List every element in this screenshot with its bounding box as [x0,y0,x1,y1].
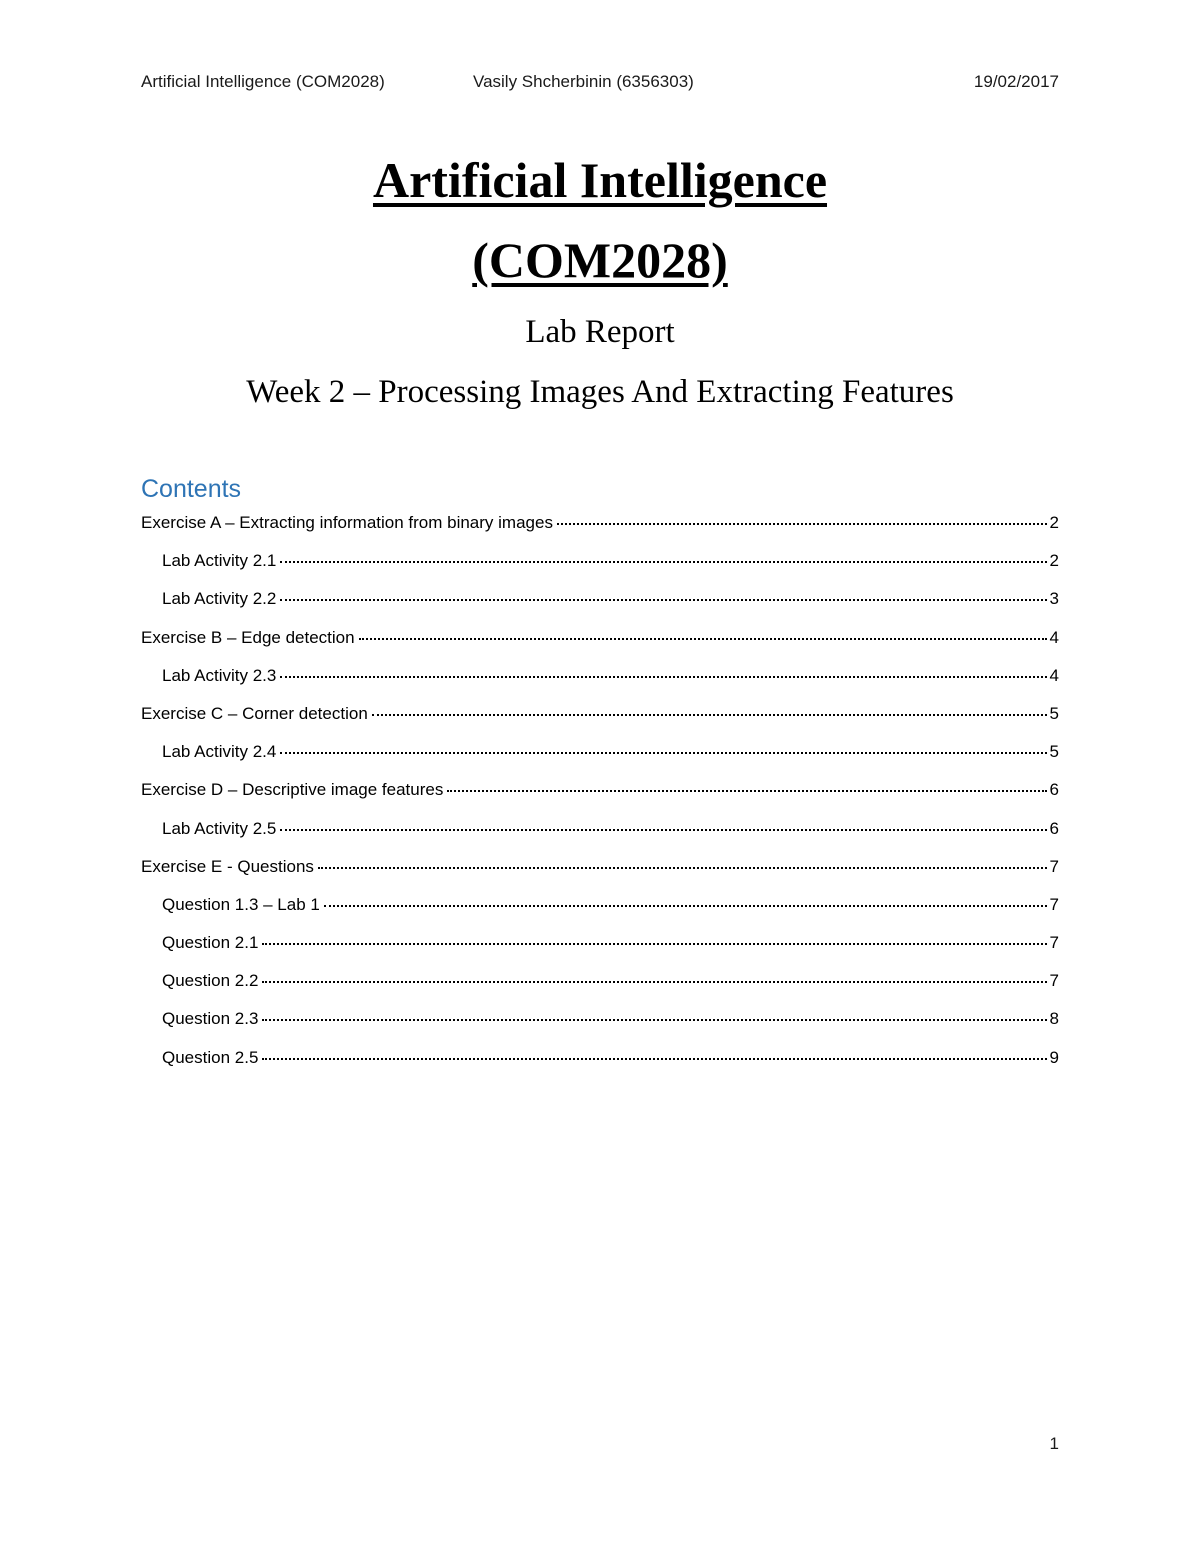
toc-entry-label: Exercise A – Extracting information from binary images [141,513,553,532]
table-of-contents [141,472,1059,1085]
toc-entry-label: Exercise E - Questions [141,856,314,876]
page-header [141,72,1059,98]
toc-entry[interactable] [141,970,1059,1008]
toc-entry-page: 9 [1049,1047,1059,1067]
toc-entry-label: Lab Activity 2.1 [162,551,277,571]
toc-dot-leader [557,509,1047,525]
toc-entry-page: 4 [1049,665,1059,685]
toc-list [141,512,1059,1085]
toc-entry-label: Exercise D – Descriptive image features [141,780,444,800]
toc-entry[interactable] [141,703,1059,741]
toc-entry-page: 8 [1049,1009,1059,1029]
toc-entry[interactable] [141,588,1059,626]
toc-entry-label: Lab Activity 2.4 [162,742,277,762]
toc-dot-leader [262,1044,1046,1060]
toc-entry-page: 5 [1049,742,1059,762]
toc-entry-label: Question 2.3 [162,1009,259,1029]
toc-dot-leader [262,929,1046,945]
toc-dot-leader [280,585,1046,601]
toc-entry-page: 7 [1049,894,1059,914]
main-title-line1: Artificial Intelligence [372,152,828,208]
toc-entry[interactable] [141,665,1059,703]
toc-entry[interactable] [141,894,1059,932]
toc-entry-page: 7 [1049,933,1059,953]
toc-entry-page: 7 [1049,856,1059,876]
header-author: Vasily Shcherbinin (6356303) [473,72,694,91]
toc-dot-leader [324,891,1047,907]
toc-entry[interactable] [141,512,1059,550]
toc-entry-page: 2 [1049,551,1059,571]
week-title: Week 2 – Processing Images And Extracting Features [246,374,954,410]
toc-dot-leader [280,547,1046,563]
toc-entry-page: 6 [1049,818,1059,838]
toc-entry[interactable] [141,1047,1059,1085]
toc-dot-leader [372,700,1047,716]
toc-heading: Contents [141,475,242,503]
toc-entry-label: Question 1.3 – Lab 1 [162,894,320,914]
toc-entry[interactable] [141,932,1059,970]
toc-dot-leader [318,853,1047,869]
toc-dot-leader [280,815,1046,831]
toc-entry-page: 4 [1049,627,1059,647]
toc-entry[interactable] [141,741,1059,779]
toc-dot-leader [262,967,1046,983]
toc-entry-label: Exercise B – Edge detection [141,627,355,647]
toc-dot-leader [359,624,1047,640]
title-block [0,140,1200,412]
toc-entry-label: Lab Activity 2.5 [162,818,277,838]
toc-entry-page: 6 [1049,780,1059,800]
main-title-line2: (COM2028) [472,232,728,288]
toc-entry-page: 2 [1049,513,1059,532]
toc-entry[interactable] [141,818,1059,856]
toc-entry-label: Question 2.5 [162,1047,259,1067]
header-course: Artificial Intelligence (COM2028) [141,72,385,91]
toc-entry-label: Exercise C – Corner detection [141,703,368,723]
toc-entry-label: Question 2.2 [162,971,259,991]
toc-entry[interactable] [141,550,1059,588]
toc-entry-label: Question 2.1 [162,933,259,953]
toc-entry-page: 5 [1049,703,1059,723]
toc-dot-leader [280,662,1046,678]
toc-entry[interactable] [141,1008,1059,1046]
header-date: 19/02/2017 [973,72,1059,91]
toc-dot-leader [447,776,1046,792]
toc-dot-leader [262,1005,1046,1021]
toc-entry[interactable] [141,779,1059,817]
toc-entry-label: Lab Activity 2.2 [162,589,277,609]
toc-entry-page: 7 [1049,971,1059,991]
page-number: 1 [1049,1434,1059,1453]
toc-entry-page: 3 [1049,589,1059,609]
toc-entry[interactable] [141,627,1059,665]
report-subtitle: Lab Report [525,314,675,350]
toc-entry-label: Lab Activity 2.3 [162,665,277,685]
toc-entry[interactable] [141,856,1059,894]
toc-dot-leader [280,738,1046,754]
